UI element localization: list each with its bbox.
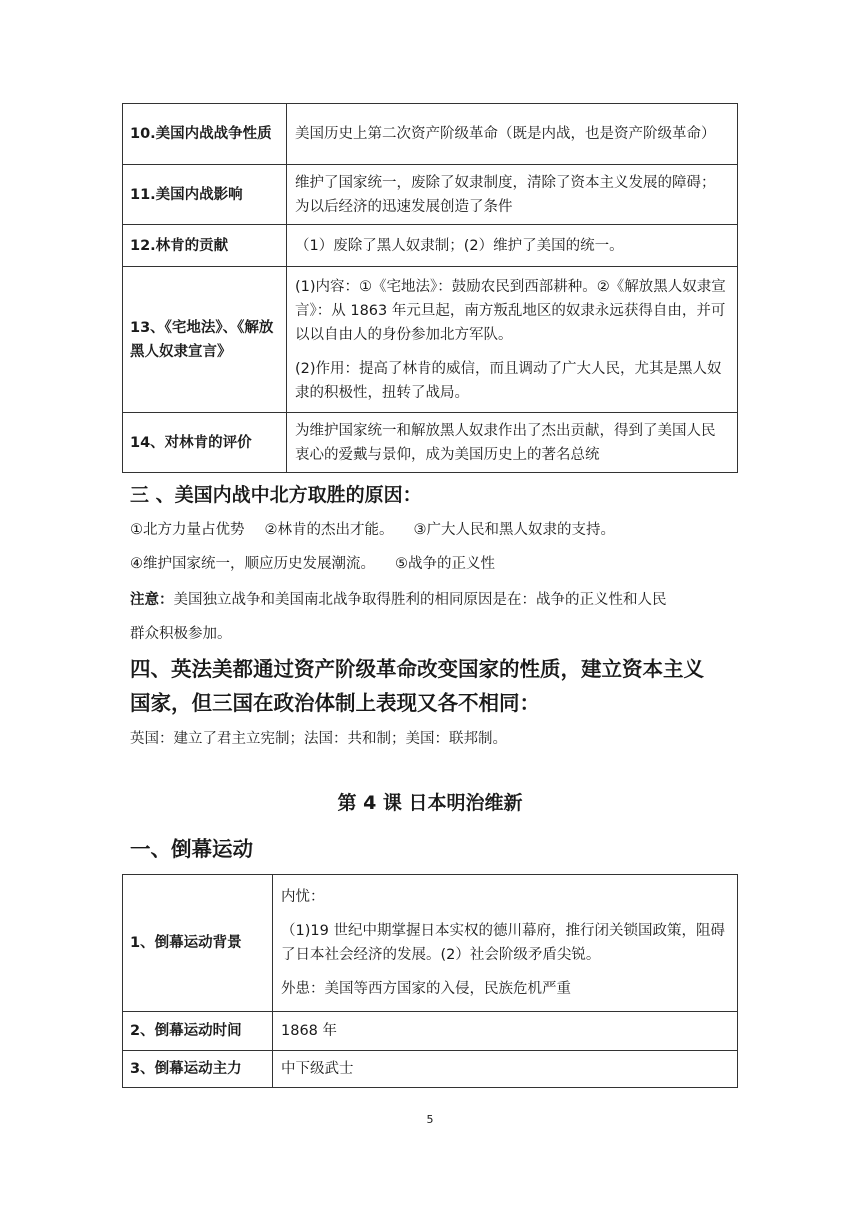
table-row	[123, 165, 738, 225]
reasons-line-2	[130, 552, 495, 576]
row-key: 2、倒幕运动时间	[123, 1012, 273, 1051]
section3-title: 三 、美国内战中北方取胜的原因：	[130, 484, 422, 506]
note-text: 美国独立战争和美国南北战争取得胜利的相同原因是在：战争的正义性和人民	[173, 592, 667, 608]
row-value-text: 美国历史上第二次资产阶级革命（既是内战，也是资产阶级革命）	[295, 126, 716, 142]
section4-title-line-1: 四、英法美都通过资产阶级革命改变国家的性质，建立资本主义	[130, 657, 704, 681]
row-value-text: 为维护国家统一和解放黑人奴隶作出了杰出贡献，得到了美国人民衷心的爱戴与景仰，成为美国历史上的著名总统	[295, 422, 716, 463]
row-key: 10.美国内战战争性质	[123, 104, 287, 165]
table-row	[123, 1051, 738, 1088]
row-value-text: 维护了国家统一，废除了奴隶制度，清除了资本主义发展的障碍；为以后经济的迅速发展创造了条件	[295, 174, 716, 215]
row-key: 13、《宅地法》、《解放黑人奴隶宣言》	[123, 267, 287, 413]
table-tokugawa-overthrow	[122, 874, 738, 1088]
table-row	[123, 875, 738, 1012]
reason-item: ④维护国家统一，顺应历史发展潮流。	[130, 556, 375, 572]
row-value	[287, 413, 738, 473]
reason-item: ③广大人民和黑人奴隶的支持。	[413, 522, 615, 538]
row-value	[287, 225, 738, 267]
section4-title-line-2: 国家，但三国在政治体制上表现又各不相同：	[130, 691, 540, 715]
note-line-1	[130, 588, 667, 612]
row-value	[273, 875, 738, 1012]
row-value	[273, 1051, 738, 1088]
reason-item: ①北方力量占优势	[130, 522, 245, 538]
reason-item: ⑤战争的正义性	[395, 556, 495, 572]
table-row	[123, 104, 738, 165]
note-label: 注意：	[130, 592, 174, 608]
reason-item: ②林肯的杰出才能。	[264, 522, 394, 538]
row-value	[273, 1012, 738, 1051]
row-value	[287, 104, 738, 165]
section4-content: 英国：建立了君主立宪制；法国：共和制；美国：联邦制。	[130, 731, 507, 747]
part1-title: 一、倒幕运动	[130, 837, 253, 861]
lesson-title: 第 4 课 日本明治维新	[337, 792, 523, 814]
row-key: 3、倒幕运动主力	[123, 1051, 273, 1088]
row-value	[287, 267, 738, 413]
row-value-text: 1868 年	[281, 1023, 338, 1039]
row-key: 12.林肯的贡献	[123, 225, 287, 267]
row-key: 1、倒幕运动背景	[123, 875, 273, 1012]
row-value-text: （1）废除了黑人奴隶制；(2）维护了美国的统一。	[295, 237, 624, 254]
reasons-line-1	[130, 518, 615, 542]
row-value-text: (2)作用：提高了林肯的威信，而且调动了广大人民，尤其是黑人奴隶的积极性，扭转了战局。	[295, 360, 722, 401]
row-value-text: （1)19 世纪中期掌握日本实权的德川幕府，推行闭关锁国政策，阻碍了日本社会经济的发展。(2）社会阶级矛盾尖锐。	[281, 923, 725, 963]
row-value-text: 内忧：	[281, 889, 325, 905]
row-value-text: 中下级武士	[281, 1061, 354, 1077]
table-row	[123, 413, 738, 473]
row-value-text: 外患：美国等西方国家的入侵，民族危机严重	[281, 981, 571, 997]
row-value	[287, 165, 738, 225]
table-row	[123, 225, 738, 267]
note-line-2: 群众积极参加。	[130, 626, 232, 642]
row-key: 11.美国内战影响	[123, 165, 287, 225]
row-key: 14、对林肯的评价	[123, 413, 287, 473]
page-number: 5	[426, 1113, 434, 1126]
row-value-text: (1)内容：①《宅地法》：鼓励农民到西部耕种。②《解放黑人奴隶宣言》：从 1863 年元旦起，南方叛乱地区的奴隶永远获得自由，并可以以自由人的身份参加北方军队。	[295, 278, 726, 343]
table-row	[123, 1012, 738, 1051]
table-row	[123, 267, 738, 413]
table-us-civil-war	[122, 103, 738, 473]
